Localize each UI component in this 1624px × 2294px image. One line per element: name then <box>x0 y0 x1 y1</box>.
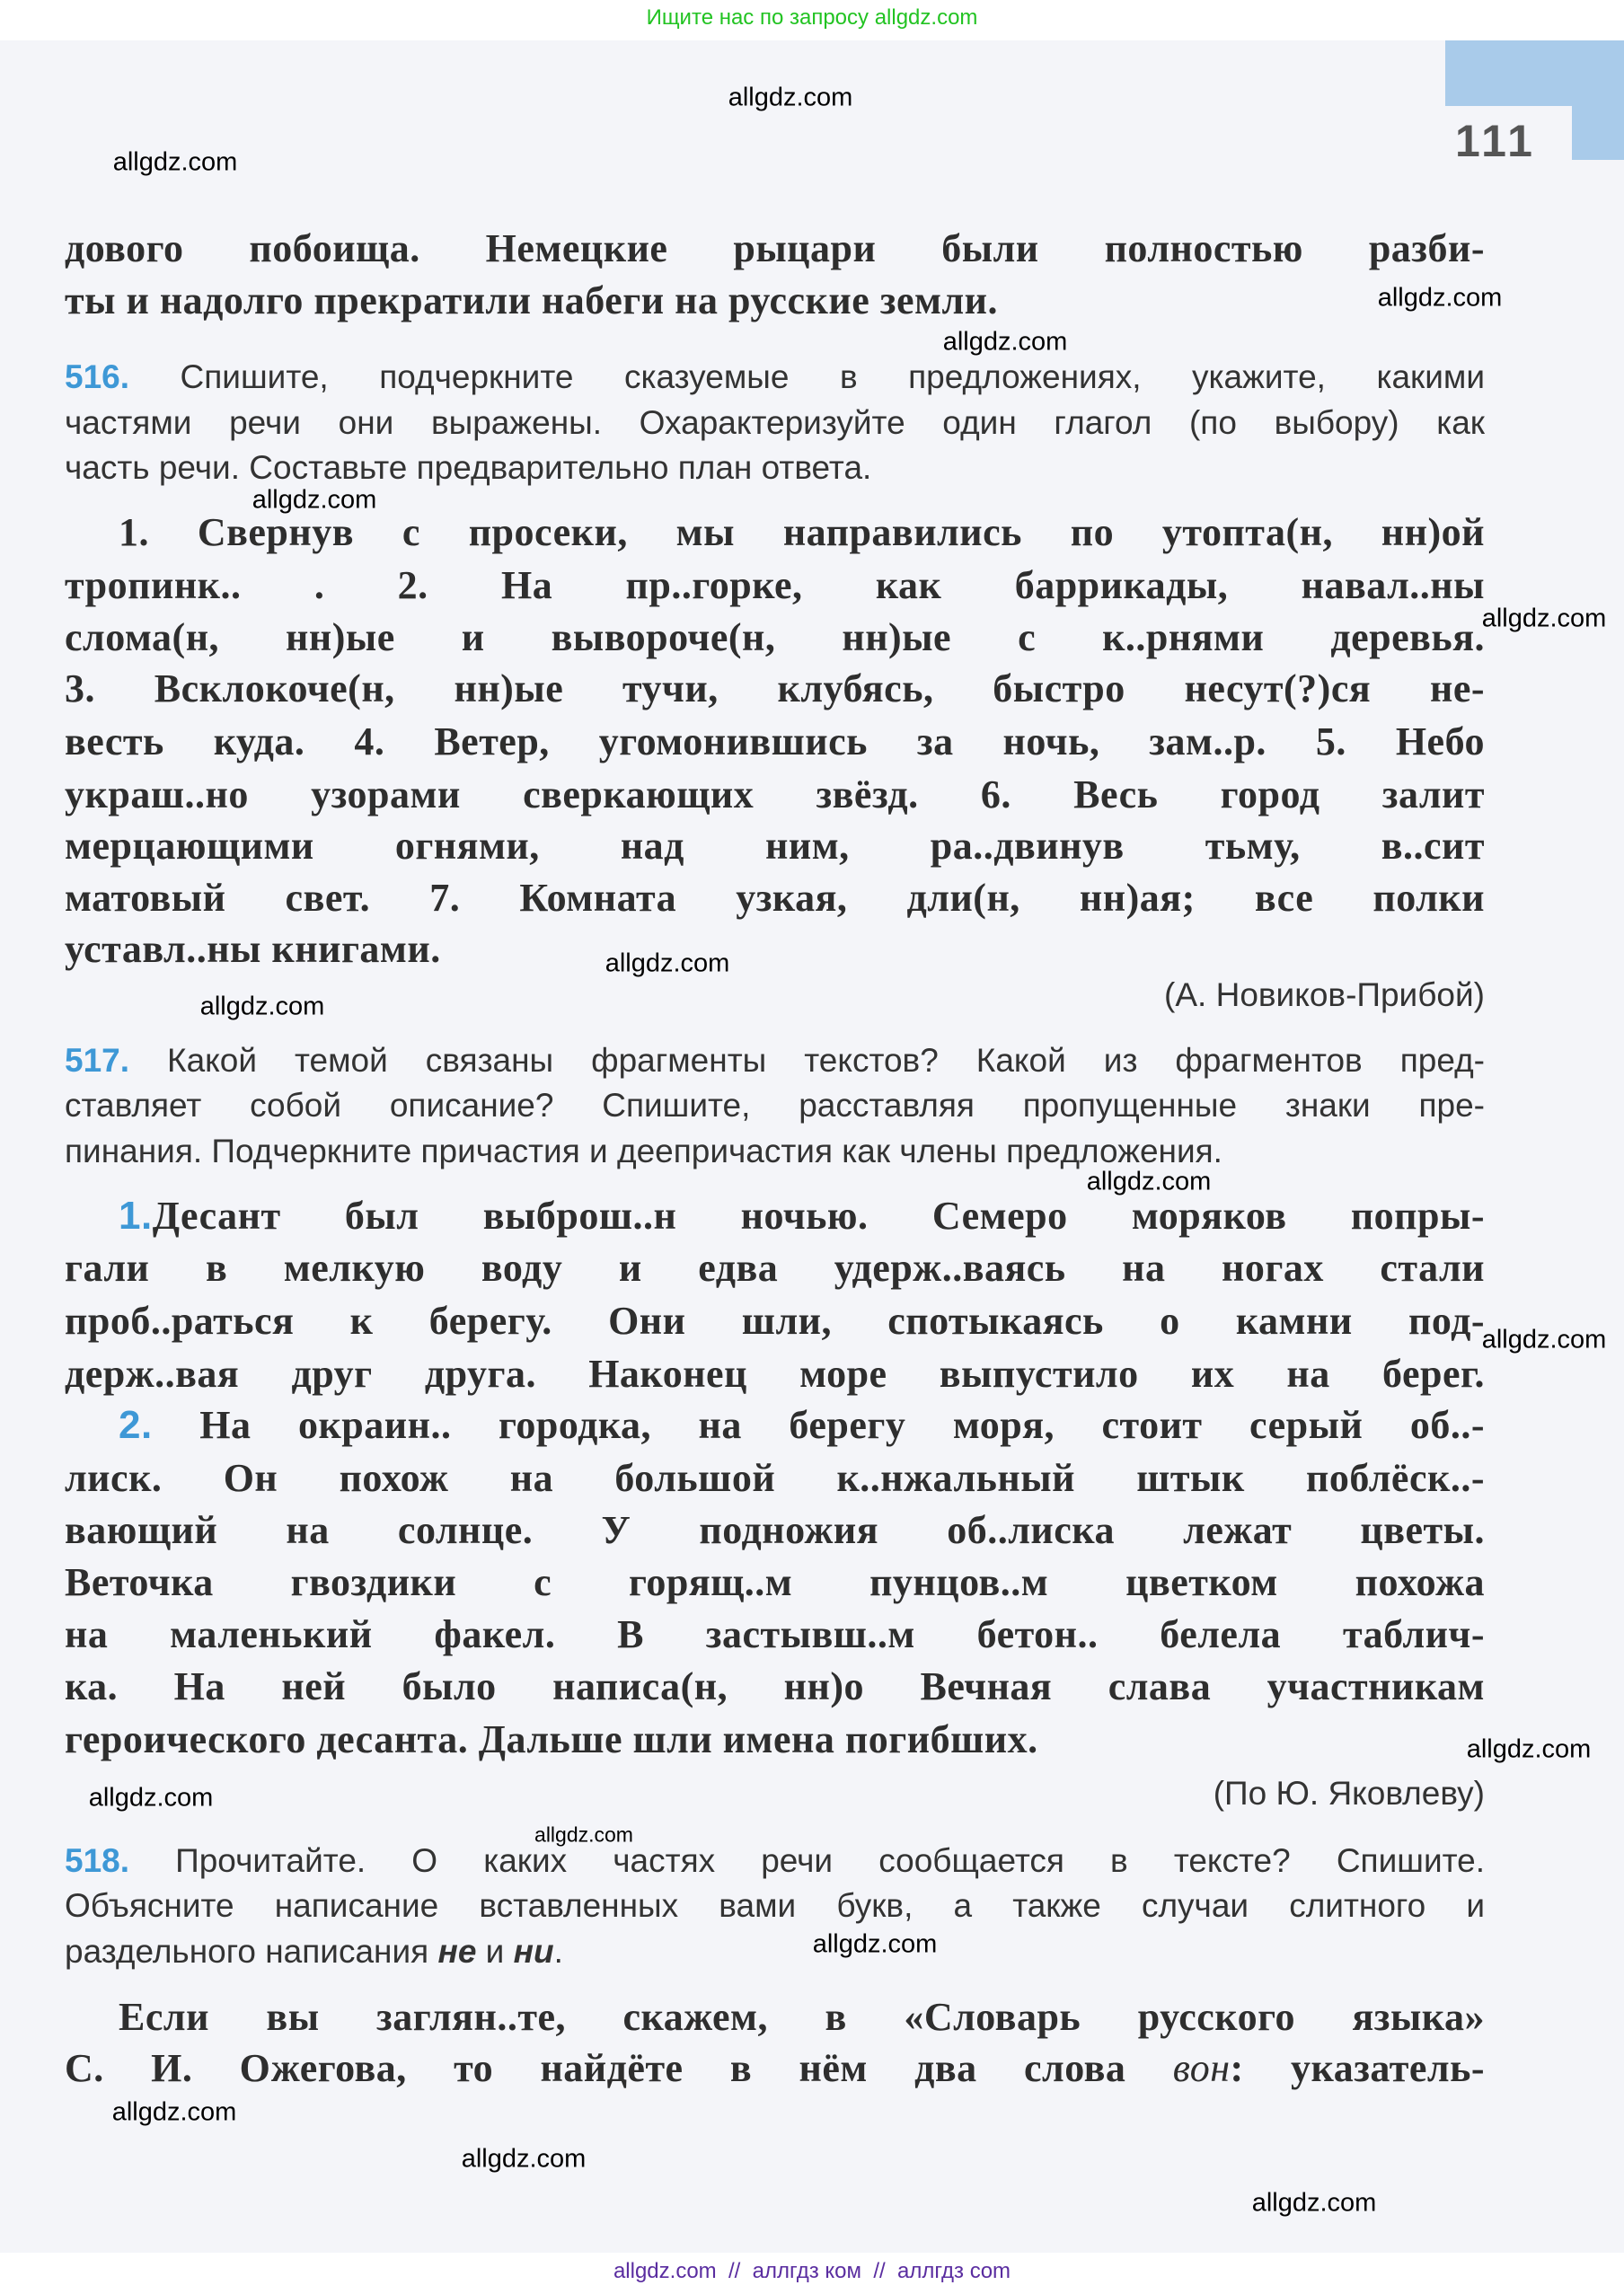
source-attribution: (А. Новиков-Прибой) <box>1164 976 1485 1013</box>
text-line: весть куда. 4. Ветер, угомонившись за ночь, зам..р. 5. Небо <box>65 719 1485 763</box>
text: С. И. Ожегова, то найдёте в нём два слова <box>65 2046 1173 2090</box>
text-line: мерцающими огнями, над ним, ра..двинув тьму, в..сит <box>65 824 1485 868</box>
text-line: 1. Свернув с просеки, мы направились по утопта(н, нн)ой <box>119 510 1485 554</box>
text-line: ка. На ней было написа(н, нн)о Вечная слава участникам <box>65 1664 1485 1708</box>
task-line: пинания. Подчеркните причастия и деепричастия как члены предложения. <box>65 1133 1222 1169</box>
watermark: allgdz.com <box>605 948 730 978</box>
task-line: ставляет собой описание? Спишите, расставляя пропущенные знаки пре- <box>65 1087 1485 1124</box>
watermark: allgdz.com <box>1251 2188 1377 2218</box>
watermark: allgdz.com <box>728 83 853 112</box>
text-line: держ..вая друг друга. Наконец море выпустило их на берег. <box>65 1352 1485 1396</box>
task-line: часть речи. Составьте предварительно план ответа. <box>65 449 872 486</box>
task-line: Какой темой связаны фрагменты текстов? Какой из фрагментов пред- <box>167 1042 1486 1079</box>
fragment-number: 1. <box>119 1194 153 1238</box>
watermark: allgdz.com <box>1481 604 1607 633</box>
text: раздельного написания <box>65 1933 438 1970</box>
text-line: уставл..ны книгами. <box>65 927 441 971</box>
watermark: allgdz.com <box>1466 1734 1592 1764</box>
emphasis: ни <box>513 1933 554 1970</box>
exercise-number: 516. <box>65 358 130 395</box>
watermark: allgdz.com <box>112 147 238 177</box>
text-line: гали в мелкую воду и едва удерж..ваясь на ногах стали <box>65 1246 1485 1290</box>
fragment-1 <box>119 1190 1485 1242</box>
task-line: Спишите, подчеркните сказуемые в предложениях, укажите, какими <box>180 358 1485 395</box>
text-line: 3. Всклокоче(н, нн)ые тучи, клубясь, быстро несут(?)ся не- <box>65 666 1485 710</box>
watermark: allgdz.com <box>1086 1167 1212 1196</box>
watermark: allgdz.com <box>812 1929 938 1959</box>
top-banner[interactable]: Ищите нас по запросу allgdz.com <box>646 5 978 30</box>
text-line: Десант был выброш..н ночью. Семеро моряков попры- <box>152 1194 1485 1238</box>
text-line: слома(н, нн)ые и вывороче(н, нн)ые с к..рнями деревья. <box>65 615 1485 659</box>
watermark: allgdz.com <box>1377 283 1503 313</box>
text-line: на маленький факел. В застывш..м бетон.. белела таблич- <box>65 1612 1485 1656</box>
watermark: allgdz.com <box>461 2144 587 2174</box>
text-line: Веточка гвоздики с горящ..м пунцов..м цветком похожа <box>65 1560 1485 1604</box>
text: . <box>553 1933 563 1970</box>
fragment-number: 2. <box>119 1403 153 1447</box>
emphasis: не <box>437 1933 477 1970</box>
bottom-banner[interactable]: allgdz.com // аллгдз ком // аллгдз com <box>613 2259 1011 2283</box>
task-line: частями речи они выражены. Охарактеризуйте один глагол (по выбору) как <box>65 404 1485 441</box>
text-line: На окраин.. городка, на берегу моря, стоит серый об..- <box>199 1403 1485 1447</box>
text-line: тропинк.. . 2. На пр..горке, как баррикады, навал..ны <box>65 563 1485 607</box>
text-line: украш..но узорами сверкающих звёзд. 6. Весь город залит <box>65 772 1485 816</box>
watermark: allgdz.com <box>534 1822 633 1847</box>
emphasis: вон <box>1172 2046 1231 2090</box>
text-line: ты и надолго прекратили набеги на русские земли. <box>65 278 998 322</box>
page-tab-decoration <box>1572 106 1624 160</box>
text: : указатель- <box>1230 2046 1485 2090</box>
exercise-number: 517. <box>65 1042 130 1079</box>
watermark: allgdz.com <box>252 485 377 515</box>
fragment-2 <box>119 1399 1485 1451</box>
source-attribution: (По Ю. Яковлеву) <box>1213 1775 1485 1812</box>
text-line: матовый свет. 7. Комната узкая, дли(н, нн)ая; все полки <box>65 876 1485 920</box>
watermark: allgdz.com <box>1481 1325 1607 1354</box>
task-line: Объясните написание вставленных вами букв, а также случаи слитного и <box>65 1887 1485 1924</box>
watermark: allgdz.com <box>199 992 325 1021</box>
text-line: лиск. Он похож на большой к..нжальный штык поблёск..- <box>65 1456 1485 1500</box>
text-line <box>65 2043 1485 2095</box>
exercise-516-task <box>65 355 1485 407</box>
text-line: героического десанта. Дальше шли имена погибших. <box>65 1717 1038 1761</box>
watermark: allgdz.com <box>111 2097 237 2127</box>
text-line: проб..раться к берегу. Они шли, спотыкаясь о камни под- <box>65 1299 1485 1343</box>
task-line: Прочитайте. О каких частях речи сообщается в тексте? Спишите. <box>175 1842 1485 1879</box>
task-line <box>65 1929 1485 1974</box>
watermark: allgdz.com <box>88 1783 214 1813</box>
text: и <box>476 1933 514 1970</box>
exercise-number: 518. <box>65 1842 130 1879</box>
text-line: Если вы заглян..те, скажем, в «Словарь русского языка» <box>119 1995 1485 2039</box>
watermark: allgdz.com <box>942 327 1068 357</box>
text-line: вающий на солнце. У подножия об..лиска лежат цветы. <box>65 1508 1485 1552</box>
page-number: 111 <box>1455 116 1536 166</box>
text-line: дового побоища. Немецкие рыцари были полностью разби- <box>65 226 1485 270</box>
page-tab-decoration <box>1445 40 1624 106</box>
